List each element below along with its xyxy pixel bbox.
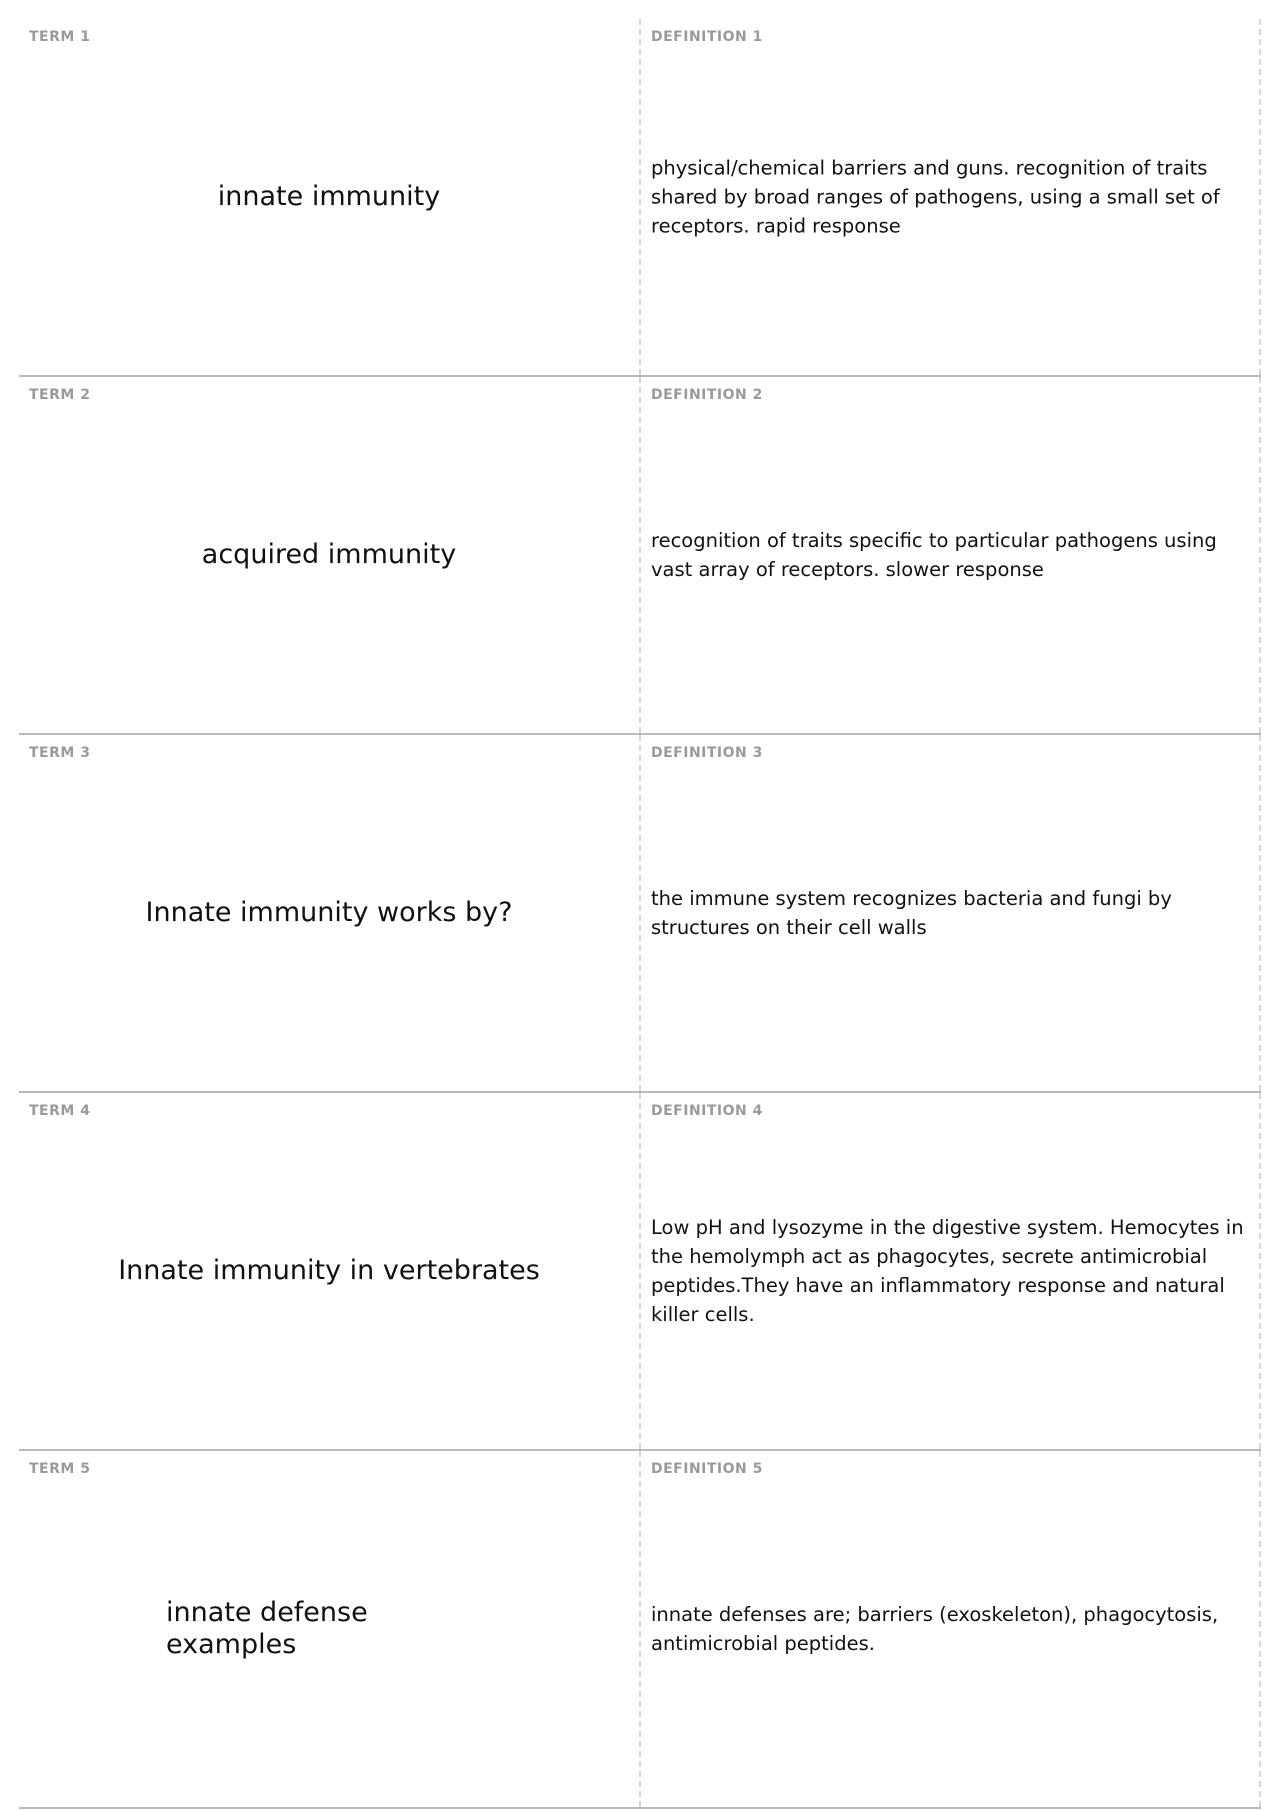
- definition-text: physical/chemical barriers and guns. recognition of traits shared by broad ranges of pathogens, using a small set of receptors. rapid response: [651, 156, 1220, 238]
- term-cell: [19, 735, 641, 1091]
- term-label: TERM 3: [29, 745, 91, 761]
- term-text: Innate immunity works by?: [145, 897, 513, 928]
- definition-cell: [641, 735, 1261, 1091]
- flashcard-row-4: [19, 1093, 1261, 1451]
- definition-label: DEFINITION 2: [651, 387, 763, 403]
- term-text: innate immunity: [217, 181, 441, 212]
- term-label: TERM 4: [29, 1103, 91, 1119]
- definition-label: DEFINITION 5: [651, 1461, 763, 1477]
- definition-cell: [641, 377, 1261, 733]
- definition-cell: [641, 1451, 1261, 1807]
- definition-text: Low pH and lysozyme in the digestive system. Hemocytes in the hemolymph act as phagocytes, secrete antimicrobial peptides.They have an inflammatory response and natural killer cells.: [651, 1216, 1244, 1326]
- definition-label: DEFINITION 1: [651, 29, 763, 45]
- flashcard-row-3: [19, 735, 1261, 1093]
- term-cell: [19, 19, 641, 375]
- term-cell: [19, 1451, 641, 1807]
- term-label: TERM 5: [29, 1461, 91, 1477]
- term-text: Innate immunity in vertebrates: [118, 1255, 540, 1286]
- definition-label: DEFINITION 4: [651, 1103, 763, 1119]
- definition-text: the immune system recognizes bacteria and fungi by structures on their cell walls: [651, 887, 1172, 939]
- definition-cell: [641, 1093, 1261, 1449]
- term-label: TERM 2: [29, 387, 91, 403]
- definition-text: recognition of traits specific to particular pathogens using vast array of receptors. slower response: [651, 529, 1217, 581]
- term-cell: [19, 377, 641, 733]
- term-label: TERM 1: [29, 29, 91, 45]
- flashcard-row-1: [19, 19, 1261, 377]
- flashcard-row-2: [19, 377, 1261, 735]
- flashcard-sheet: [19, 19, 1261, 1809]
- definition-label: DEFINITION 3: [651, 745, 763, 761]
- definition-cell: [641, 19, 1261, 375]
- flashcard-row-5: [19, 1451, 1261, 1809]
- term-text: acquired immunity: [201, 539, 457, 570]
- definition-text: innate defenses are; barriers (exoskeleton), phagocytosis, antimicrobial peptides.: [651, 1603, 1219, 1655]
- term-cell: [19, 1093, 641, 1449]
- term-text: innate defense examples: [166, 1597, 368, 1660]
